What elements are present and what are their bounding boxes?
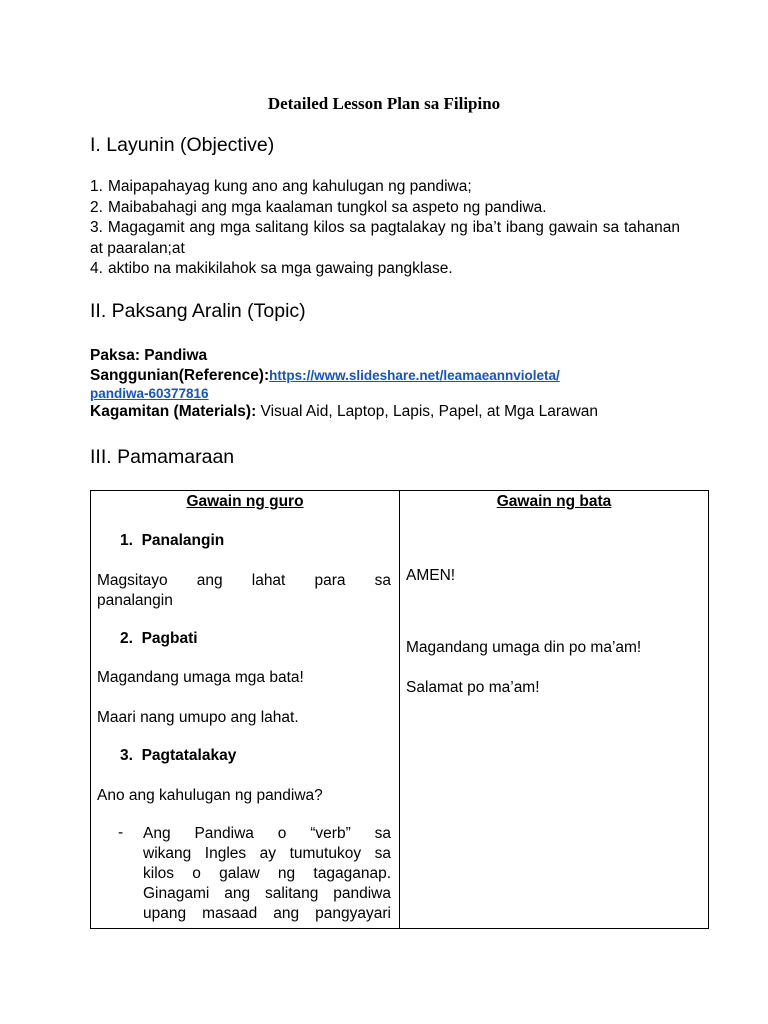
step-panalangin: 1. Panalangin	[120, 532, 225, 549]
paksa-line: Paksa: Pandiwa	[90, 347, 208, 364]
section-objective-heading: I. Layunin (Objective)	[90, 134, 275, 156]
definition-line: Ginagami ang salitang pandiwa	[143, 885, 391, 902]
procedure-table	[90, 490, 709, 929]
pandiwa-definition	[143, 824, 391, 924]
definition-line: kilos o galaw ng tagaganap.	[143, 865, 391, 882]
topic-block	[90, 346, 690, 422]
sanggunian-label: Sanggunian(Reference):	[90, 367, 270, 384]
reference-link[interactable]: https://www.slideshare.net/leamaeannvioleta/	[269, 368, 560, 383]
teacher-sit-instruction: Maari nang umupo ang lahat.	[97, 709, 299, 726]
definition-line: upang masaad ang pangyayari	[143, 905, 391, 922]
reference-link-continued[interactable]: pandiwa-60377816	[90, 386, 209, 401]
kagamitan-label: Kagamitan (Materials):	[90, 403, 257, 420]
step-pagtatalakay: 3. Pagtatalakay	[120, 747, 237, 764]
objective-item: 4. aktibo na makikilahok sa mga gawaing pangklase.	[90, 260, 453, 277]
document-title: Detailed Lesson Plan sa Filipino	[267, 94, 501, 113]
student-thanks: Salamat po ma’am!	[406, 679, 540, 696]
objective-list	[90, 177, 680, 280]
bullet-dash: -	[118, 824, 124, 841]
definition-line: Ang Pandiwa o “verb” sa	[143, 825, 391, 842]
objective-item: 3. Magagamit ang mga salitang kilos sa pagtalakay ng iba’t ibang gawain sa tahanan at paaralan;at	[90, 219, 680, 257]
step-pagbati: 2. Pagbati	[120, 630, 198, 647]
objective-item: 2. Maibabahagi ang mga kaalaman tungkol sa aspeto ng pandiwa.	[90, 198, 547, 216]
objective-item: 1. Maipapahayag kung ano ang kahulugan ng pandiwa;	[90, 178, 472, 195]
teacher-prayer-instruction: Magsitayo ang lahat para sa panalangin	[97, 572, 391, 609]
section-topic-heading: II. Paksang Aralin (Topic)	[90, 300, 306, 322]
teacher-greeting: Magandang umaga mga bata!	[97, 669, 304, 686]
student-greeting: Magandang umaga din po ma’am!	[406, 639, 642, 656]
section-pamamaraan-heading: III. Pamamaraan	[90, 446, 235, 468]
student-amen: AMEN!	[406, 567, 456, 584]
student-column-header: Gawain ng bata	[496, 493, 612, 510]
definition-line: wikang Ingles ay tumutukoy sa	[143, 845, 391, 862]
teacher-column	[91, 491, 400, 929]
student-column	[400, 491, 709, 929]
kagamitan-value: Visual Aid, Laptop, Lapis, Papel, at Mga Larawan	[256, 403, 599, 420]
teacher-column-header: Gawain ng guro	[186, 493, 304, 510]
teacher-question: Ano ang kahulugan ng pandiwa?	[97, 787, 323, 804]
